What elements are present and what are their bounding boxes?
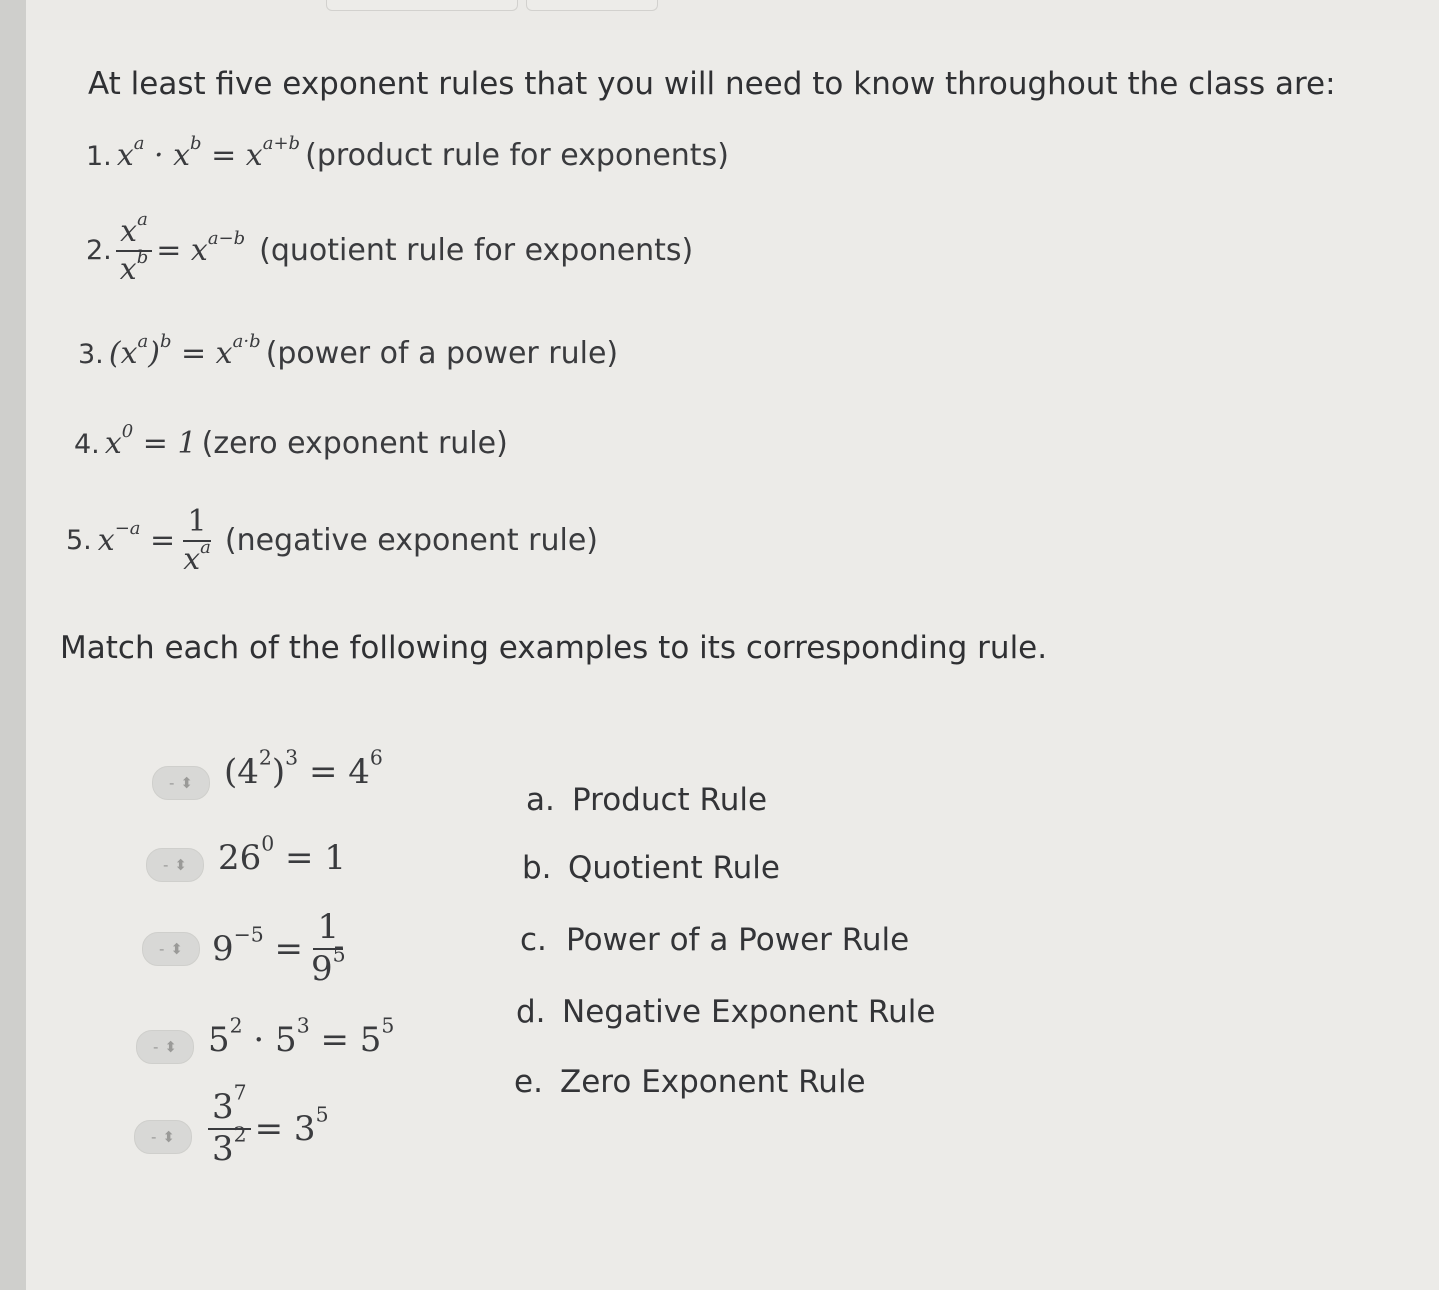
rule-number: 1.	[86, 141, 112, 172]
example-power-of-power: $(4^2)^3 = 4^6$	[224, 745, 383, 792]
option-label: Product Rule	[572, 782, 768, 818]
sort-arrows-icon: ⬍	[162, 1128, 175, 1146]
option-letter: b.	[522, 850, 552, 886]
example-negative-exponent: $9^{-5}$ = $\frac{1}{9^5}$	[212, 907, 346, 989]
dropdown-dash: -	[169, 774, 175, 792]
rule-name: (zero exponent rule)	[201, 426, 508, 461]
rule-2: 2. $\frac{x^a}{x^b}$ = $x^{a-b}$ (quotient rule for exponents)	[86, 208, 694, 287]
option-label: Negative Exponent Rule	[562, 994, 936, 1030]
rule-1	[86, 132, 729, 173]
tab-stub	[526, 0, 658, 11]
answer-dropdown-5[interactable]	[134, 1120, 192, 1154]
rule-number: 5.	[66, 525, 92, 556]
sort-arrows-icon: ⬍	[170, 940, 183, 958]
answer-dropdown-4[interactable]	[136, 1030, 194, 1064]
rule-number: 3.	[78, 339, 104, 370]
rule-name: (power of a power rule)	[265, 336, 619, 371]
question-panel	[26, 30, 1439, 1290]
dropdown-dash: -	[163, 856, 169, 874]
sort-arrows-icon: ⬍	[174, 856, 187, 874]
example-product: $5^2 \cdot 5^3 = 5^5$	[208, 1013, 395, 1060]
rule-formula: $\frac{1}{x^a}$	[183, 504, 211, 577]
rule-name: (product rule for exponents)	[305, 138, 729, 173]
rule-formula: $x^0 = 1$	[104, 420, 197, 461]
match-prompt: Match each of the following examples to its corresponding rule.	[60, 630, 1048, 666]
rule-5: 5. $x^{-a}$ = $\frac{1}{x^a}$ (negative exponent rule)	[66, 504, 599, 577]
option-label: Power of a Power Rule	[566, 922, 910, 958]
option-letter: e.	[514, 1064, 543, 1100]
rule-number: 4.	[74, 429, 100, 460]
dropdown-dash: -	[151, 1128, 157, 1146]
option-letter: a.	[526, 782, 555, 818]
answer-dropdown-2[interactable]	[146, 848, 204, 882]
rule-formula: $(x^a)^b = x^{a\cdot b}$	[108, 330, 261, 371]
option-a	[526, 782, 767, 818]
option-letter: d.	[516, 994, 546, 1030]
option-d	[516, 994, 935, 1030]
rule-number: 2.	[86, 235, 112, 266]
rule-formula: $x^a \cdot x^b = x^{a+b}$	[116, 132, 301, 173]
rule-4	[74, 420, 508, 461]
sort-arrows-icon: ⬍	[180, 774, 193, 792]
tab-stub	[326, 0, 518, 11]
example-quotient: $\frac{3^7}{3^2}$ = $3^5$	[204, 1090, 329, 1167]
rule-name: (quotient rule for exponents)	[259, 233, 694, 268]
sort-arrows-icon: ⬍	[164, 1038, 177, 1056]
option-label: Quotient Rule	[568, 850, 780, 886]
option-letter: c.	[520, 922, 547, 958]
rule-name: (negative exponent rule)	[224, 523, 599, 558]
option-c	[520, 922, 909, 958]
rule-3	[78, 330, 619, 371]
top-frame	[26, 0, 1439, 31]
option-label: Zero Exponent Rule	[560, 1064, 866, 1100]
dropdown-dash: -	[153, 1038, 159, 1056]
answer-dropdown-3[interactable]	[142, 932, 200, 966]
option-b	[522, 850, 780, 886]
dropdown-dash: -	[159, 940, 165, 958]
rule-formula: $\frac{x^a}{x^b}$	[116, 216, 152, 285]
intro-text: At least five exponent rules that you will need to know throughout the class are:	[88, 66, 1336, 102]
example-zero-exponent: $26^0 = 1$	[218, 831, 346, 878]
left-edge	[0, 0, 26, 1290]
answer-dropdown-1[interactable]	[152, 766, 210, 800]
option-e	[514, 1064, 866, 1100]
